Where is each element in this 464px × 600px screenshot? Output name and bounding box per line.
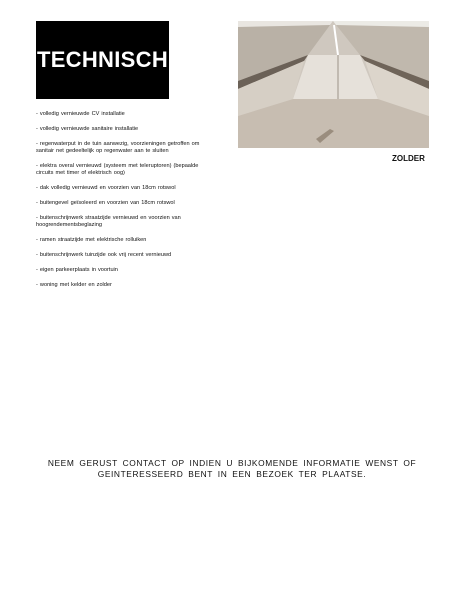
list-item: - volledig vernieuwde sanitaire installatie [36,126,139,132]
contact-note-line-2: GEINTERESSEERD BENT IN EEN BEZOEK TER PLAATSE. [97,469,367,479]
attic-photo [238,21,429,148]
attic-photo-image [238,21,429,148]
list-item: - elektra overal vernieuwd (systeem met teleruptoren) (bepaalde circuits met timer of elektrisch oog) [36,163,199,176]
list-item: - buitenschrijnwerk tuinzijde ook vrij recent vernieuwd [36,252,172,258]
list-item: - buitenschrijnwerk straatzijde vernieuwd en voorzien van hoogrendementsbeglazing [36,215,181,228]
list-item: - dak volledig vernieuwd en voorzien van 18cm rotswol [36,185,176,191]
contact-note [30,458,434,480]
page-title: TECHNISCH [36,47,169,72]
list-item: - woning met kelder en zolder [36,282,112,288]
contact-note-line-1: NEEM GERUST CONTACT OP INDIEN U BIJKOMENDE INFORMATIE WENST OF [47,458,417,468]
photo-caption: ZOLDER [392,154,425,163]
list-item: - volledig vernieuwde CV installatie [36,111,125,117]
title-banner [36,21,169,99]
list-item: - eigen parkeerplaats in voortuin [36,267,118,273]
features-list [36,111,201,297]
list-item: - regenwaterput in de tuin aanwezig, voorzieningen getroffen om sanitair net gedeeltelijk op regenwater aan te sluiten [36,141,200,154]
list-item: - buitengevel geïsoleerd en voorzien van 18cm rotswol [36,200,175,206]
list-item: - ramen straatzijde met elektrische rolluiken [36,237,147,243]
